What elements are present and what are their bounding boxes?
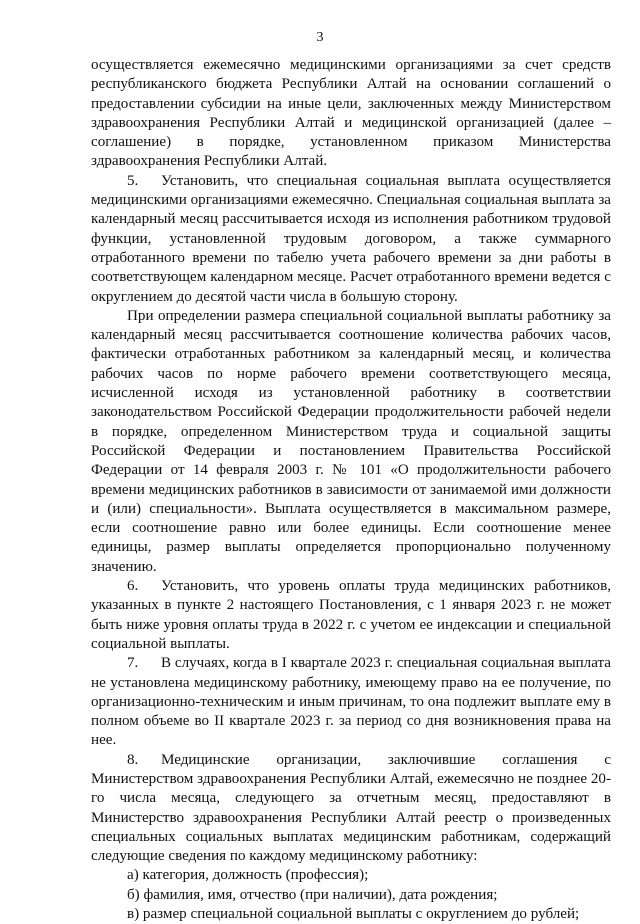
paragraph-text: Установить, что уровень оплаты труда медицинских работников, указанных в пункте 2 настоящего Постановления, с 1 января 2023 г. не может быть ниже уровня оплаты труда в 2022 г. с учетом ее индексации и специальной социальной выплаты. [91, 578, 611, 652]
item-number: 6. [127, 578, 139, 595]
paragraph-5-calculation [91, 307, 611, 577]
paragraph-text: Медицинские организации, заключившие соглашения с Министерством здравоохранения Республики Алтай, ежемесячно не позднее 20-го числа месяца, следующего за отчетным месяц, предоставляют в Министерство здравоохранения Республики Алтай реестр о произведенных специальных социальных выплатах медицинским работникам, содержащий следующие сведения по каждому медицинскому работнику: [91, 751, 611, 865]
paragraph-text: При определении размера специальной социальной выплаты работнику за календарный месяц рассчитывается соотношение количества рабочих часов, фактически отработанных работником за календарный месяц, и количества рабочих часов по норме рабочего времени соответствующего месяца, исчисленной исходя из установленной работнику в соответствии законодательством Российской Федерации продолжительности рабочей недели в порядке, определенном Министерством труда и социальной защиты Российской Федерации и постановлением Правительства Российской Федерации от 14 февраля 2003 г. № 101 «О продолжительности рабочего времени медицинских работников в зависимости от занимаемой ими должности и (или) специальности». Выплата осуществляется в максимальном размере, если соотношение равно или более единицы. Если соотношение менее единицы, размер выплаты определяется пропорционально полученному значению. [91, 307, 611, 575]
continuation-paragraph: осуществляется ежемесячно медицинскими организациями за счет средств республиканского бюджета Республики Алтай на основании соглашений о предоставлении субсидии на иные цели, заключенных между Министерством здравоохранения Республики Алтай и медицинской организацией (далее – соглашение) в порядке, установленном приказом Министерства здравоохранения Республики Алтай. [91, 57, 611, 170]
paragraph-5 [91, 172, 611, 307]
paragraph-text: В случаях, когда в I квартале 2023 г. специальная социальная выплата не установлена медицинскому работнику, имеющему право на ее получение, по организационно-техническим и иным причинам, то она подлежит выплате ему в полном объеме во II квартале 2023 г. за период со дня возникновения права на нее. [91, 655, 611, 749]
paragraph-text: Установить, что специальная социальная выплата осуществляется медицинскими организациями ежемесячно. Специальная социальная выплата за календарный месяц рассчитывается исходя из исполнения работником трудовой функции, установленной трудовым договором, а также суммарного отработанного времени по табелю учета рабочего времени за дни работы в соответствующем календарном месяце. Расчет отработанного времени ведется с округлением до десятой части числа в большую сторону. [91, 172, 611, 305]
sub-item-c: в) размер специальной социальной выплаты с округлением до рублей; [127, 906, 580, 923]
item-number: 8. [127, 751, 139, 768]
paragraph-6 [91, 577, 611, 654]
sub-item-b: б) фамилия, имя, отчество (при наличии), дата рождения; [127, 886, 498, 903]
page-number: 3 [316, 30, 324, 45]
document-body [91, 56, 611, 924]
paragraph-7 [91, 654, 611, 750]
item-number: 5. [127, 172, 139, 189]
paragraph-8 [91, 751, 611, 867]
sub-item-a: а) категория, должность (профессия); [127, 867, 369, 884]
item-number: 7. [127, 655, 139, 672]
